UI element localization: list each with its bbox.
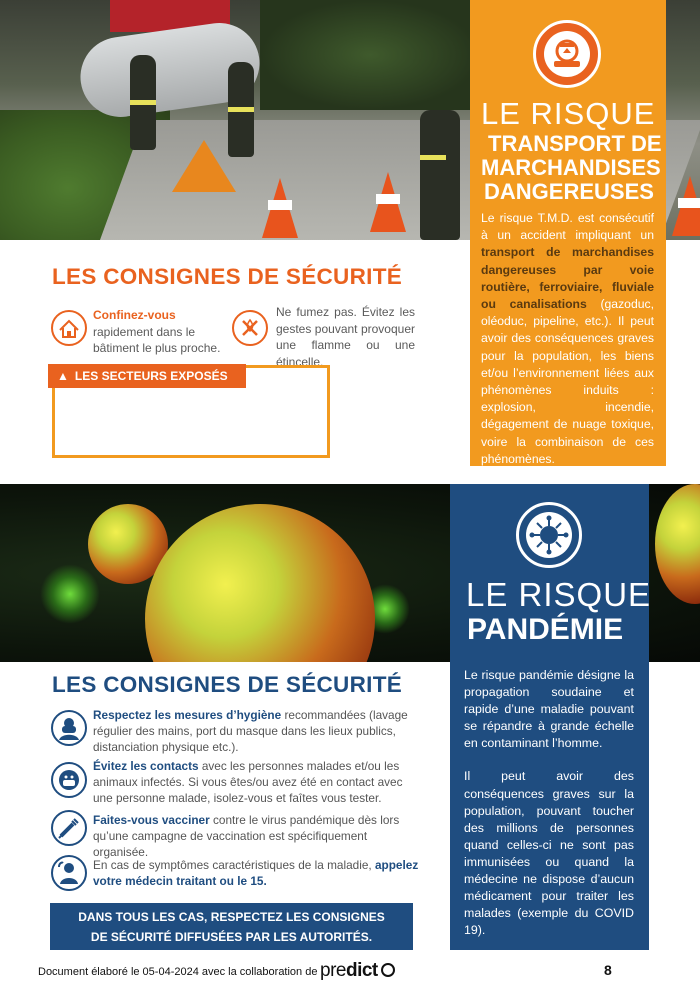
pandemic-safety-heading: LES CONSIGNES DE SÉCURITÉ [52,672,403,697]
confine-icon [51,310,87,346]
contacts-text: Évitez les contacts avec les personnes malades et/ou les animaux infectés. Si vous êtes/ou avez été en contact avec une personne malade, isolez-vous et faîtes vous tester. [93,759,403,805]
transport-description: Le risque T.M.D. est consécutif à un accident impliquant un transport de marchandises dangereuses par voie routière, ferroviaire, fluviale ou canalisations (gazoduc, oléoduc, pipeline, etc.). Il peut avoir des conséquences graves pour la population, les biens et/ou l’environnement liées aux phénomènes induits : explosion, incendie, dégagement de nuage toxique, voire la combinaison de ces phénomènes. [481,211,654,466]
transport-title-line3: MARCHANDISES [481,155,661,180]
no-fire-text: Ne fumez pas. Évitez les gestes pouvant provoquer une flamme ou une étincelle. [276,305,415,369]
no-contact-icon [51,762,87,798]
transport-title-line2: TRANSPORT DE [488,131,662,156]
hazardous-transport-icon [533,20,601,88]
mask-icon [51,710,87,746]
authorities-banner: DANS TOUS LES CAS, RESPECTEZ LES CONSIGNES DE SÉCURITÉ DIFFUSÉES PAR LES AUTORITÉS. [50,903,413,950]
transport-title-thin: LE RISQUE [481,96,656,131]
confine-text: Confinez-vous rapidement dans le bâtiment le plus proche. [93,308,221,355]
pandemic-description: Le risque pandémie désigne la propagation soudaine et rapide d’une maladie pouvant se répandre à grande échelle en contaminant l’homme. Il peut avoir des conséquences graves sur la population, pouvant toucher des millions de personnes quand celles-ci ne sont pas immunisées ou quand la médecine ne dispose d’aucun médicament pour traiter les malades (exemple du COVID 19). [464,668,634,938]
vaccine-icon [51,810,87,846]
page-number: 8 [604,962,612,978]
warning-icon: ▲ [57,369,69,383]
pandemic-title-thin: LE RISQUE [466,576,652,613]
exposed-sectors-tab: ▲ LES SECTEURS EXPOSÉS [48,364,246,388]
hygiene-text: Respectez les mesures d’hygiène recommandées (lavage régulier des mains, port du masque dans les lieux publics, distanciation physique etc.). [93,708,408,754]
predict-logo: predict [320,960,395,982]
doctor-text: En cas de symptômes caractéristiques de la maladie, appelez votre médecin traitant ou le 15. [93,858,419,888]
transport-safety-heading: LES CONSIGNES DE SÉCURITÉ [52,264,403,289]
no-fire-icon [232,310,268,346]
footer-text: Document élaboré le 05-04-2024 avec la collaboration de [38,966,318,978]
doctor-call-icon [51,855,87,891]
pandemic-title-bold: PANDÉMIE [467,613,624,646]
vaccine-text: Faites-vous vacciner contre le virus pandémique dès lors qu’une campagne de vaccination est spécifiquement organisée. [93,813,400,859]
virus-icon [516,502,582,568]
transport-title-line4: DANGEREUSES [484,179,654,204]
